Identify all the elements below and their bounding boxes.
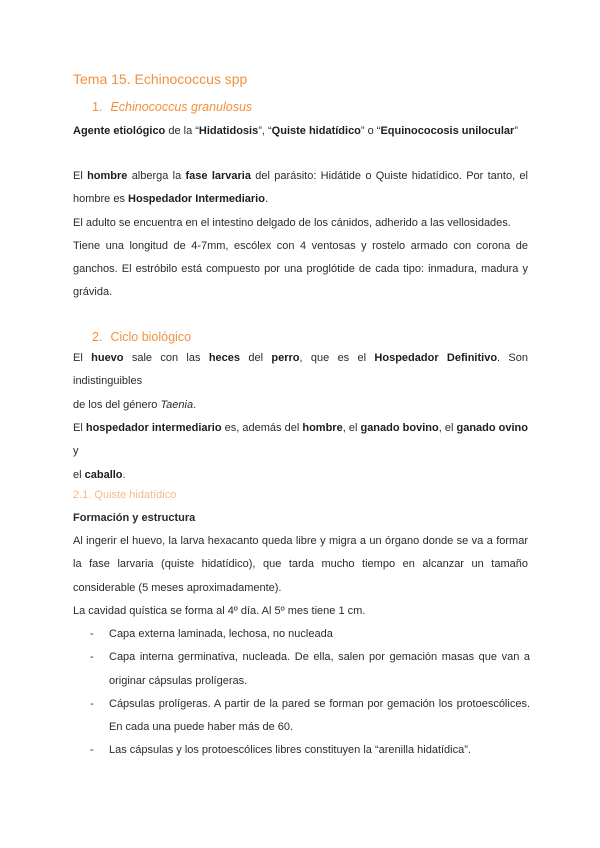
section-number: 1. [92, 100, 103, 114]
page-title: Tema 15. Echinococcus spp [73, 71, 248, 87]
section-label: Ciclo biológico [110, 330, 192, 344]
list-item: - Capa externa laminada, lechosa, no nucleada [90, 628, 333, 640]
paragraph-cycle: El huevo sale con las heces del perro, que es el Hospedador Definitivo. Son indistinguibles de los del género Taenia. [73, 352, 529, 411]
section-number: 2. [92, 330, 103, 344]
paragraph-formation: Al ingerir el huevo, la larva hexacanto queda libre y migra a un órgano donde se va a formar la fase larvaria (quiste hidatídico), que tarda mucho tiempo en alcanzar un tamaño considerable (5 meses aproximadamente). La cavidad quística se forma al 4º día. Al 5º mes tiene 1 cm. [73, 535, 528, 617]
bullet-list [90, 623, 530, 763]
section-heading-2 [92, 330, 191, 344]
paragraph-intermediate-hosts: El hospedador intermediario es, además del hombre, el ganado bovino, el ganado ovino y el caballo. [73, 422, 528, 481]
section-heading-1 [92, 100, 252, 114]
list-item: - Cápsulas prolígeras. A partir de la pared se forman por gemación los protoescólices. En cada una puede haber más de 60. [90, 697, 530, 734]
section-label: Echinococcus granulosus [110, 100, 253, 114]
list-item: - Capa interna germinativa, nucleada. De ella, salen por gemación masas que van a originar cápsulas prolígeras. [90, 651, 530, 687]
subsection-heading: 2.1. Quiste hidatídico [73, 489, 177, 501]
paragraph-host: El hombre alberga la fase larvaria del parásito: Hidátide o Quiste hidatídico. Por tanto, el hombre es Hospedador Intermediario. El adulto se encuentra en el intestino delgado de los cánidos, adherido a las vellosidades. Tiene una longitud de 4-7mm, escólex con 4 ventosas y rostelo armado con corona de ganchos. El estróbilo está compuesto por una proglótide de cada tipo: inmadura, madura y grávida. [73, 170, 528, 299]
paragraph-agent: Agente etiológico de la “Hidatidosis”, “Quiste hidatídico” o “Equinococosis unilocular” [73, 125, 518, 137]
list-item: - Las cápsulas y los protoescólices libres constituyen la “arenilla hidatídica”. [90, 744, 471, 757]
subheading-formation: Formación y estructura [73, 512, 196, 524]
